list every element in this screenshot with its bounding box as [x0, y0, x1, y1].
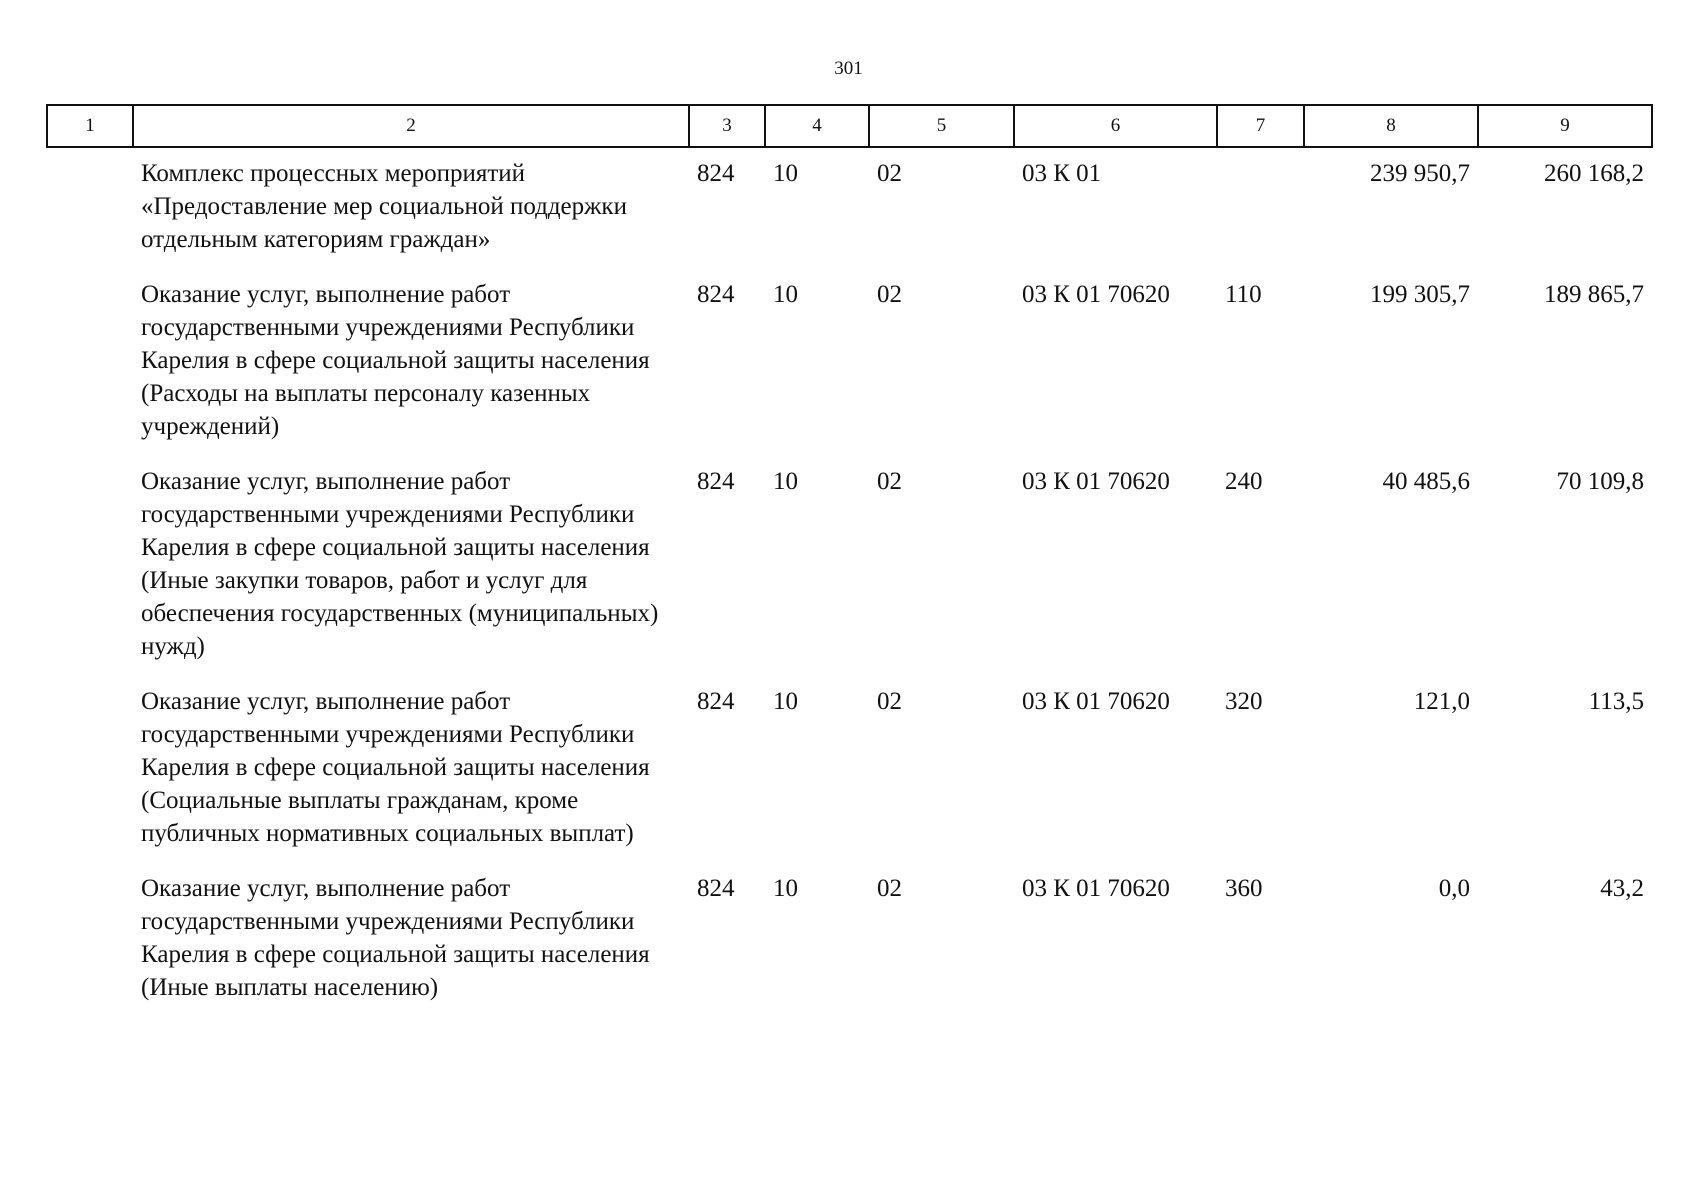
amount-cell: 239 950,7 [1370, 160, 1470, 187]
amount-cell: 189 865,7 [1544, 281, 1644, 308]
ministry-code-cell: 824 [697, 160, 735, 187]
column-header: 5 [869, 105, 1014, 147]
amount-cell: 113,5 [1588, 688, 1644, 715]
target-article-cell: 03 К 01 70620 [1022, 468, 1170, 495]
row-number-cell [47, 677, 133, 864]
target-article-cell: 03 К 01 [1022, 160, 1102, 187]
ministry-code-cell: 824 [697, 688, 735, 715]
expense-name-cell: Оказание услуг, выполнение работ государственными учреждениями Республики Карелия в сфере социальной защиты населения (Иные выплаты населению) [141, 875, 650, 1001]
table-row [47, 864, 1652, 1018]
expense-name-cell: Оказание услуг, выполнение работ государственными учреждениями Республики Карелия в сфере социальной защиты населения (Социальные выплаты гражданам, кроме публичных нормативных социальных выплат) [141, 688, 650, 847]
expense-name-cell: Оказание услуг, выполнение работ государственными учреждениями Республики Карелия в сфере социальной защиты населения (Иные закупки товаров, работ и услуг для обеспечения государственных (муниципальных) нужд) [141, 468, 659, 660]
table-row [47, 457, 1652, 677]
expense-type-cell: 360 [1225, 875, 1263, 902]
section-code-cell: 10 [773, 160, 798, 187]
target-article-cell: 03 К 01 70620 [1022, 875, 1170, 902]
amount-cell: 40 485,6 [1382, 468, 1470, 495]
table-row [47, 147, 1652, 270]
expense-type-cell: 320 [1225, 688, 1263, 715]
expense-name-cell: Оказание услуг, выполнение работ государственными учреждениями Республики Карелия в сфере социальной защиты населения (Расходы на выплаты персоналу казенных учреждений) [141, 281, 650, 440]
column-header: 1 [47, 105, 133, 147]
amount-cell: 260 168,2 [1544, 160, 1644, 187]
section-code-cell: 10 [773, 688, 798, 715]
column-header: 8 [1304, 105, 1478, 147]
section-code-cell: 10 [773, 875, 798, 902]
table-header-row [47, 105, 1652, 147]
row-number-cell [47, 270, 133, 457]
row-number-cell [47, 864, 133, 1018]
amount-cell: 0,0 [1438, 875, 1470, 902]
column-header: 3 [689, 105, 765, 147]
column-header: 9 [1478, 105, 1652, 147]
ministry-code-cell: 824 [697, 281, 735, 308]
subsection-code-cell: 02 [877, 688, 902, 715]
column-header: 4 [765, 105, 869, 147]
column-header: 7 [1217, 105, 1304, 147]
budget-table [46, 104, 1653, 1018]
amount-cell: 121,0 [1413, 688, 1470, 715]
ministry-code-cell: 824 [697, 875, 735, 902]
amount-cell: 43,2 [1600, 875, 1644, 902]
subsection-code-cell: 02 [877, 875, 902, 902]
table-row [47, 270, 1652, 457]
column-header: 6 [1014, 105, 1217, 147]
expense-type-cell: 110 [1225, 281, 1262, 308]
target-article-cell: 03 К 01 70620 [1022, 281, 1170, 308]
column-header: 2 [133, 105, 689, 147]
page-number: 301 [834, 58, 863, 79]
subsection-code-cell: 02 [877, 281, 902, 308]
expense-type-cell [1217, 147, 1304, 270]
amount-cell: 199 305,7 [1370, 281, 1470, 308]
table-row [47, 677, 1652, 864]
section-code-cell: 10 [773, 281, 798, 308]
ministry-code-cell: 824 [697, 468, 735, 495]
section-code-cell: 10 [773, 468, 798, 495]
row-number-cell [47, 457, 133, 677]
amount-cell: 70 109,8 [1556, 468, 1644, 495]
row-number-cell [47, 147, 133, 270]
subsection-code-cell: 02 [877, 468, 902, 495]
expense-type-cell: 240 [1225, 468, 1263, 495]
subsection-code-cell: 02 [877, 160, 902, 187]
target-article-cell: 03 К 01 70620 [1022, 688, 1170, 715]
expense-name-cell: Комплекс процессных мероприятий «Предоставление мер социальной поддержки отдельным категориям граждан» [141, 160, 627, 253]
